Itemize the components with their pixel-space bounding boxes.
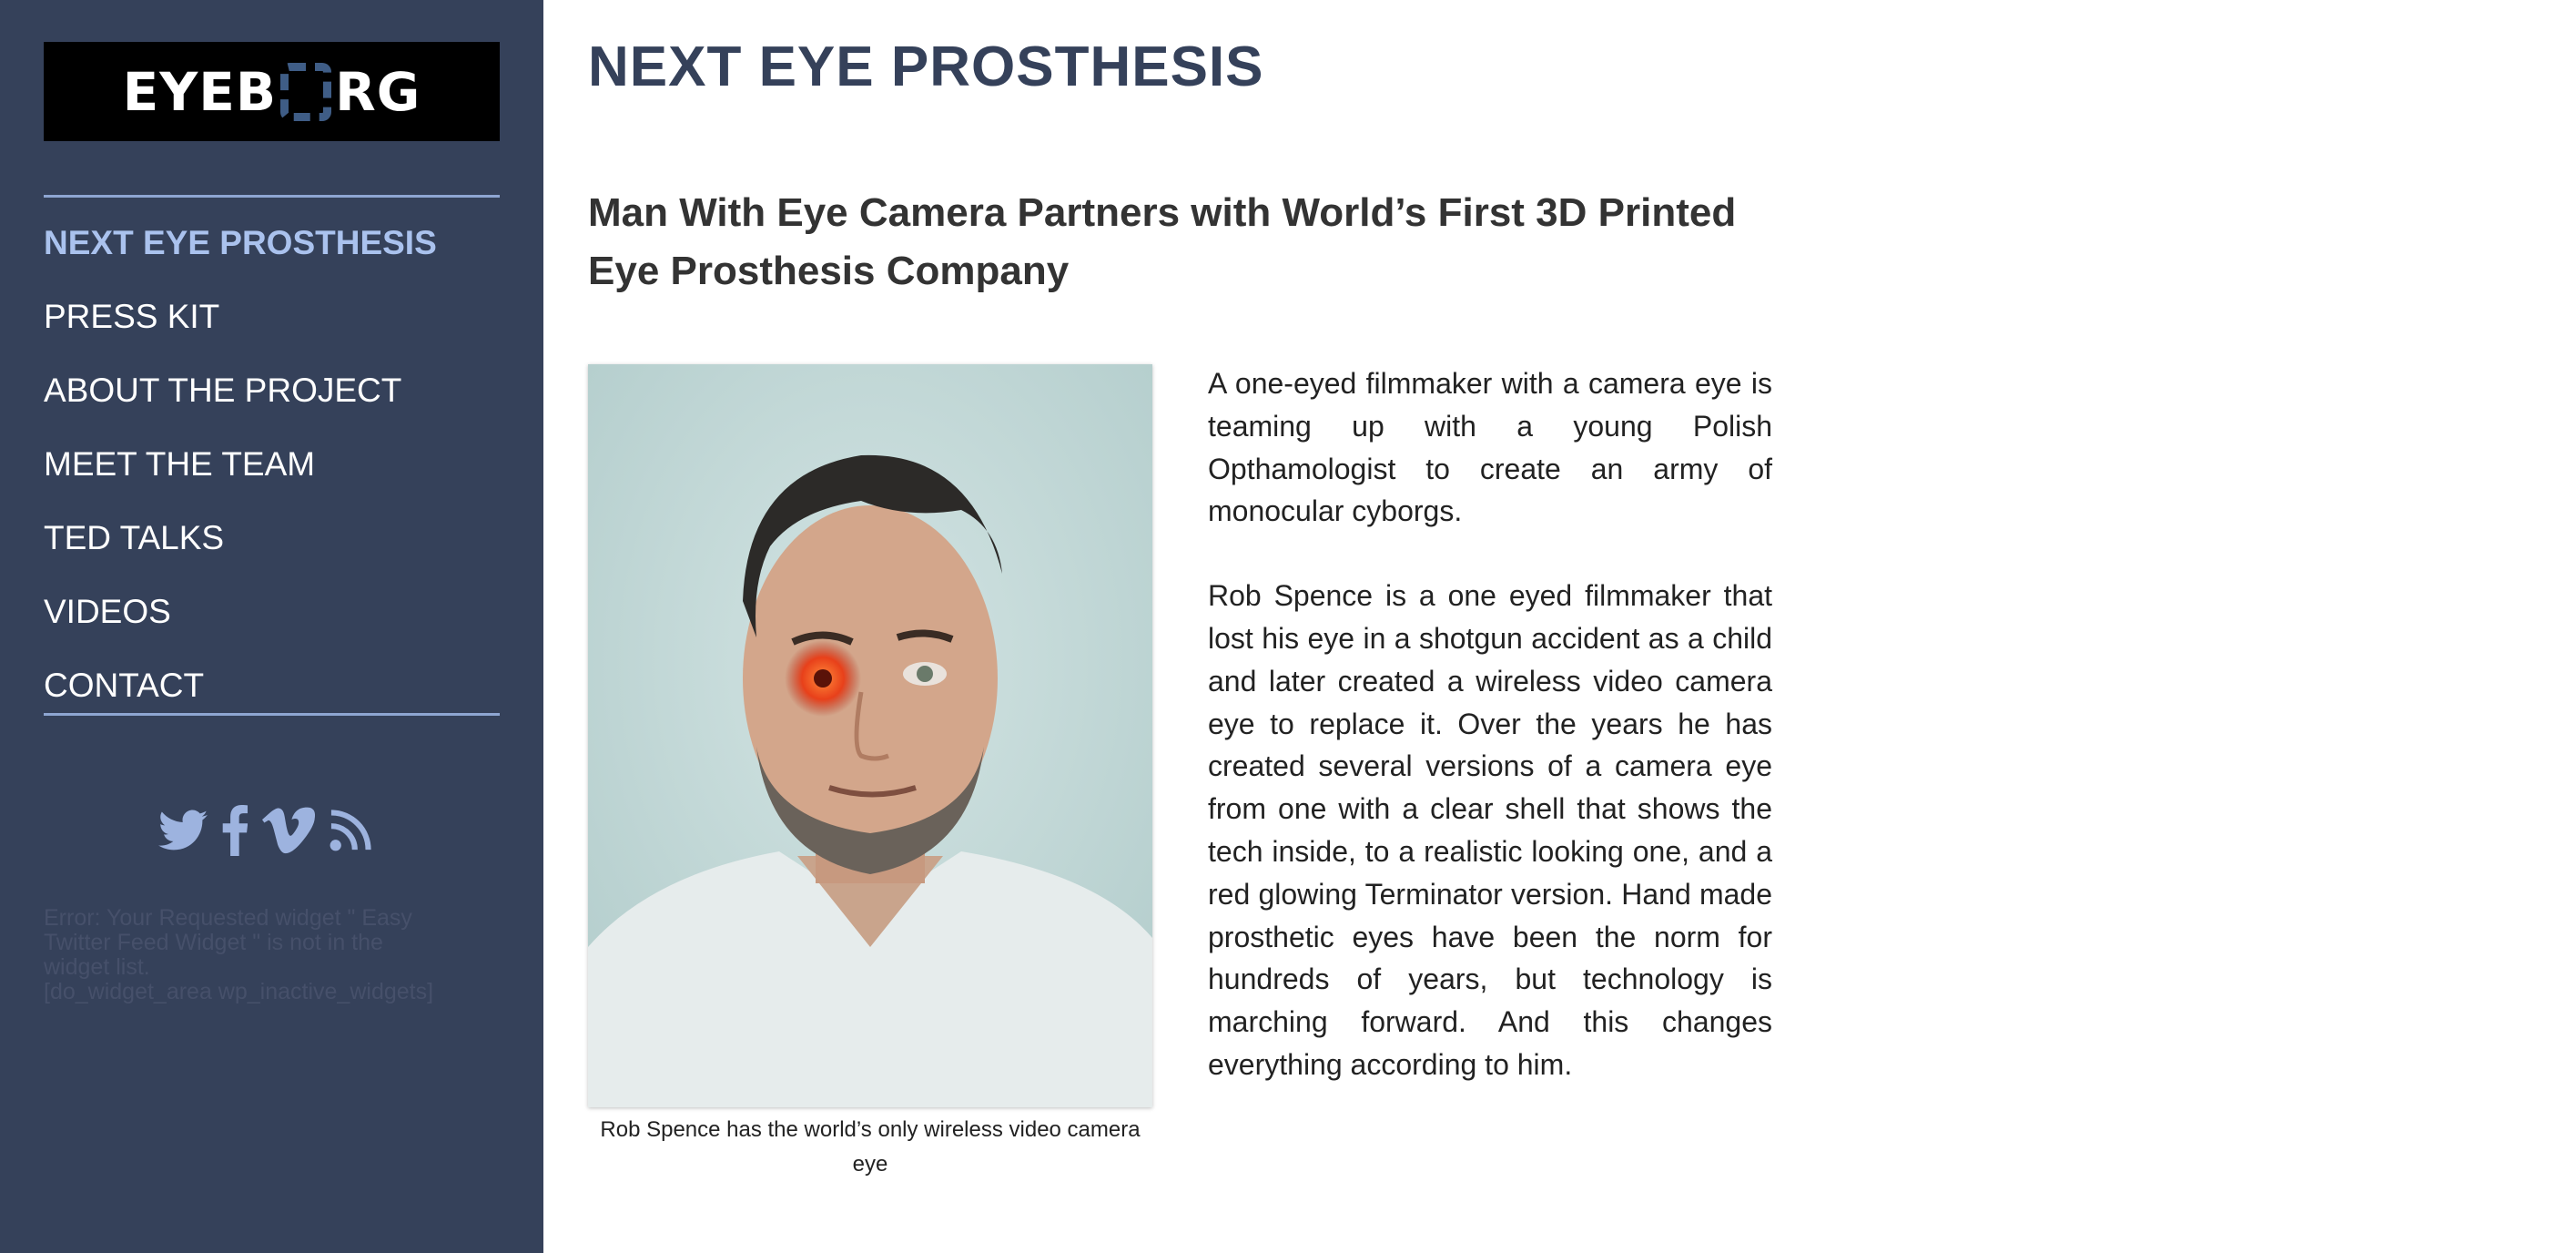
- logo-text-right: RG: [335, 60, 421, 123]
- eyeborg-logo[interactable]: [44, 42, 500, 141]
- camera-lens-icon: [280, 63, 331, 121]
- page-title: NEXT EYE PROSTHESIS: [588, 36, 1264, 98]
- article-subtitle: Man With Eye Camera Partners with World’s First 3D Printed Eye Prosthesis Company: [588, 190, 1737, 293]
- facebook-icon[interactable]: [222, 805, 248, 860]
- nav-item-about-the-project[interactable]: ABOUT THE PROJECT: [44, 371, 402, 409]
- nav-item-next-eye-prosthesis[interactable]: NEXT EYE PROSTHESIS: [44, 223, 437, 261]
- widget-error-line: Twitter Feed Widget " is not in the: [44, 930, 383, 955]
- nav-item-videos[interactable]: VIDEOS: [44, 592, 171, 630]
- nav-item-ted-talks[interactable]: TED TALKS: [44, 518, 225, 556]
- vimeo-icon[interactable]: [262, 807, 315, 858]
- widget-error-line: Error: Your Requested widget " Easy: [44, 905, 412, 931]
- nav-item-press-kit[interactable]: PRESS KIT: [44, 297, 220, 335]
- twitter-icon[interactable]: [158, 810, 208, 855]
- logo-text-left: EYEB: [122, 60, 278, 123]
- photo-caption: Rob Spence has the world’s only wireless video camera eye: [600, 1117, 1141, 1177]
- nav-item-contact[interactable]: CONTACT: [44, 666, 205, 704]
- widget-error-line: [do_widget_area wp_inactive_widgets]: [44, 979, 434, 1004]
- widget-error-message: [44, 906, 481, 1004]
- article-body: [1208, 362, 1772, 1128]
- social-links: [158, 805, 371, 860]
- sidebar: [0, 0, 543, 1253]
- nav-item-meet-the-team[interactable]: MEET THE TEAM: [44, 444, 316, 483]
- widget-error-line: widget list.: [44, 954, 150, 980]
- nav-top-divider: [44, 195, 500, 198]
- rss-icon[interactable]: [330, 810, 371, 855]
- rob-spence-portrait-photo: [588, 364, 1152, 1107]
- article-paragraph: Rob Spence is a one eyed filmmaker that lost his eye in a shotgun accident as a child and later created a wireless video camera eye to replace it. Over the years he has created several versions of a camera eye from one with a clear shell that shows the tech inside, to a realistic looking one, and a red glowing Terminator version. Hand made prosthetic eyes have been the norm for hundreds of years, but technology is marching forward. And this changes everything according to him.: [1208, 579, 1772, 1081]
- article-paragraph: A one-eyed filmmaker with a camera eye is teaming up with a young Polish Opthamologist to create an army of monocular cyborgs.: [1208, 367, 1772, 528]
- nav-bottom-divider: [44, 713, 500, 716]
- main-navigation: [44, 206, 517, 722]
